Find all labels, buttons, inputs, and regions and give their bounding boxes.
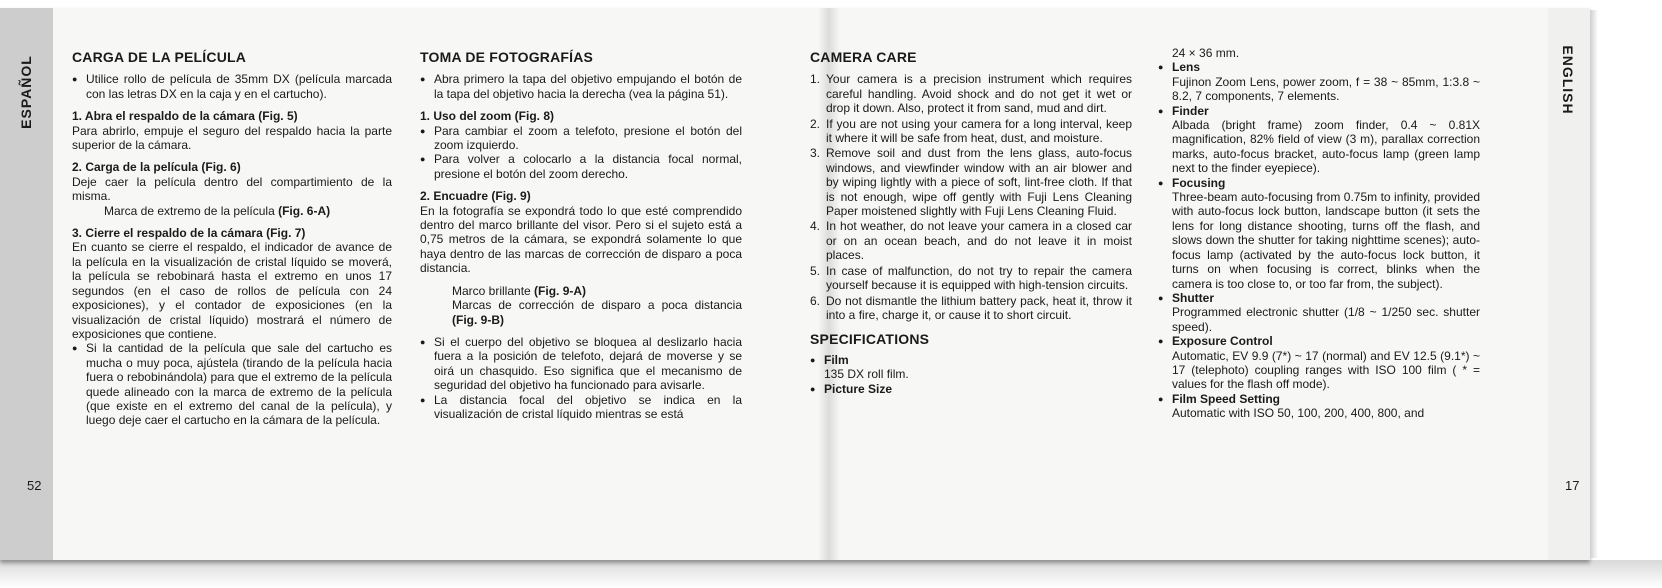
care-item: 4. In hot weather, do not leave your camera in a closed car or on an ocean beach, and do not leave it in moist places.	[810, 219, 1132, 263]
spec-value: Automatic, EV 9.9 (7*) ~ 17 (normal) and EV 12.5 (9.1*) ~ 17 (telephoto) coupling ranges with ISO 100 film ( * = values for the flash off mode).	[1172, 348, 1480, 392]
spec-finder	[1158, 104, 1480, 176]
toma-step2-text: En la fotografía se expondrá todo lo que esté comprendido dentro del marco brillante del visor. Pero si el sujeto está a 0,75 metros de la cámara, se expondrá solamente lo que haya dentro de las marcas de corrección de disparo a poca distancia.	[420, 203, 742, 276]
toma-captions	[420, 284, 742, 327]
carga-step2-title: 2. Carga de la película (Fig. 6)	[72, 160, 241, 175]
column-camera-care	[810, 50, 1132, 396]
page-edge	[1590, 10, 1598, 558]
page-number-right: 17	[1565, 478, 1580, 493]
language-label-english: ENGLISH	[1560, 45, 1576, 115]
care-list	[810, 72, 1132, 322]
spec-exposure	[1158, 334, 1480, 392]
toma-intro-list	[420, 72, 742, 101]
language-label-espanol: ESPAÑOL	[18, 55, 34, 129]
spec-label: Finder	[1172, 103, 1209, 118]
care-item-text: Do not dismantle the lithium battery pack, heat it, throw it into a fire, charge it, or cause it to short circuit.	[826, 293, 1132, 322]
page-shadow	[0, 560, 1662, 588]
toma-note1: ● Si el cuerpo del objetivo se bloquea al deslizarlo hacia fuera a la posición de telefoto, dejará de moverse y se oirá un chasquido. Eso significa que el mecanismo de seguridad del objetivo ha funcionado para avisarle.	[420, 335, 742, 393]
spec-picture-size	[810, 382, 1132, 396]
caption-text: Marca de extremo de la película	[104, 203, 275, 218]
toma-notes-list	[420, 335, 742, 421]
column-specs	[1158, 46, 1480, 421]
specs-list-start	[810, 353, 1132, 396]
spec-value: 135 DX roll film.	[824, 367, 909, 382]
column-carga	[72, 50, 392, 428]
caption-fig: (Fig. 9-B)	[452, 312, 504, 327]
care-item-text: Your camera is a precision instrument which requires careful handling. Avoid shock and do not get it wet or drop it down. Also, protect it from sand, mud and dirt.	[826, 72, 1132, 116]
toma-step1-bullet2: ● Para volver a colocarlo a la distancia focal normal, presione el botón del zoom derecho.	[420, 152, 742, 181]
caption-text: Marcas de corrección de disparo a poca distancia	[452, 298, 742, 313]
caption-fig: (Fig. 6-A)	[278, 203, 331, 218]
spec-label: Focusing	[1172, 175, 1226, 190]
carga-step2-caption	[72, 204, 392, 218]
spec-value: Automatic with ISO 50, 100, 200, 400, 800, and	[1172, 406, 1425, 421]
toma-step1-list	[420, 124, 742, 182]
spec-label: Picture Size	[824, 381, 893, 396]
section-title-specs: SPECIFICATIONS	[810, 331, 930, 348]
section-title-carga: CARGA DE LA PELÍCULA	[72, 49, 247, 65]
spec-film	[810, 353, 1132, 382]
care-item: 2. If you are not using your camera for a long interval, keep it where it will be safe from heat, dust, and moisture.	[810, 116, 1132, 146]
carga-step1-title: 1. Abra el respaldo de la cámara (Fig. 5)	[72, 109, 298, 124]
spec-value: Albada (bright frame) zoom finder, 0.4 ~ 0.81X magnification, 82% field of view (3 m), parallax correction marks, auto-focus bracket, auto-focus lamp (green lamp next to the finder eyepiece).	[1172, 118, 1480, 176]
carga-step1-text: Para abrirlo, empuje el seguro del respaldo hacia la parte superior de la cámara.	[72, 123, 392, 153]
care-item: 3. Remove soil and dust from the lens glass, auto-focus windows, and viewfinder window with an air blower and by wiping lightly with a piece of soft, lint-free cloth. If that is not enough, wipe off gently with Fuji Lens Cleaning Paper moistened slightly with Fuji Lens Cleaning Fluid.	[810, 146, 1132, 219]
carga-step3-text: En cuanto se cierre el respaldo, el indicador de avance de la película en la visualización de cristal líquido se moverá, la película se rebobinará hasta el extremo en unos 17 segundos (en el caso de rollos de película con 24 exposiciones), y el contador de exposiciones (en la visualización de cristal líquido) mostrará el número de exposiciones que contiene.	[72, 240, 392, 341]
care-item: 6. Do not dismantle the lithium battery pack, heat it, throw it into a fire, charge it, or cause it to short circuit.	[810, 293, 1132, 322]
toma-step1-bullet1: ● Para cambiar el zoom a telefoto, presione el botón del zoom izquierdo.	[420, 124, 742, 153]
toma-intro: ● Abra primero la tapa del objetivo empujando el botón de la tapa del objetivo hacia la derecha (vea la página 51).	[420, 72, 742, 101]
spec-film-speed	[1158, 392, 1480, 421]
spec-lens	[1158, 60, 1480, 103]
section-title-care: CAMERA CARE	[810, 49, 917, 65]
care-item-text: In case of malfunction, do not try to repair the camera yourself because it is equipped with high-tension circuits.	[826, 263, 1132, 293]
spec-value: Three-beam auto-focusing from 0.75m to infinity, provided with auto-focus lock button, landscape button (it sets the lens for long distance shooting, turns off the flash, and slows down the shutter for taking nighttime scenes); auto-focus lamp (activated by the auto-focus lock button, it turns on when focusing is correct, blinks when the camera is too close to, or too far from, the subject).	[1172, 190, 1480, 291]
carga-intro: ● Utilice rollo de película de 35mm DX (película marcada con las letras DX en la caja y en el cartucho).	[72, 72, 392, 101]
care-item-text: If you are not using your camera for a long interval, keep it where it will be safe from heat, dust, and moisture.	[826, 116, 1132, 146]
spec-value: Programmed electronic shutter (1/8 ~ 1/250 sec. shutter speed).	[1172, 305, 1480, 334]
caption-fig: (Fig. 9-A)	[534, 283, 587, 298]
column-toma	[420, 50, 742, 421]
caption-text: Marco brillante	[452, 283, 531, 298]
spec-label: Shutter	[1172, 290, 1214, 305]
specs-list	[1158, 60, 1480, 420]
care-item-text: In hot weather, do not leave your camera in a closed car or on an ocean beach, and do not leave it in moist places.	[826, 219, 1132, 263]
toma-caption1	[452, 284, 742, 298]
carga-step3-title: 3. Cierre el respaldo de la cámara (Fig. 7)	[72, 226, 306, 241]
carga-step2-text: Deje caer la película dentro del compartimiento de la misma.	[72, 174, 392, 204]
spec-label: Exposure Control	[1172, 334, 1273, 349]
spec-label: Lens	[1172, 60, 1201, 75]
carga-step3-bullet: ● Si la cantidad de la película que sale del cartucho es mucha o muy poca, ajústela (tirando de la película hacia fuera o rebobinándola) para que el extremo de la película quede alineado con la marca de extremo de la película (que existe en el extremo del canal de la película), y luego deje caer el cartucho en la cámara de la película.	[72, 341, 392, 427]
carga-step3-list	[72, 341, 392, 427]
spec-label: Film Speed Setting	[1172, 391, 1281, 406]
toma-caption2	[452, 298, 742, 327]
care-item: 5. In case of malfunction, do not try to repair the camera yourself because it is equipped with high-tension circuits.	[810, 263, 1132, 293]
spec-label: Film	[824, 352, 849, 367]
spec-picture-size-value: 24 × 36 mm.	[1172, 46, 1240, 60]
carga-intro-list	[72, 72, 392, 101]
spec-value: Fujinon Zoom Lens, power zoom, f = 38 ~ 85mm, 1:3.8 ~ 8.2, 7 components, 7 elements.	[1172, 74, 1480, 104]
spec-focusing	[1158, 176, 1480, 291]
page-number-left: 52	[27, 478, 42, 493]
care-item-text: Remove soil and dust from the lens glass, auto-focus windows, and viewfinder window with an air blower and by wiping lightly with a piece of soft, lint-free cloth. If that is not enough, wipe off gently with Fuji Lens Cleaning Paper moistened slightly with Fuji Lens Cleaning Fluid.	[826, 146, 1132, 219]
toma-step2-title: 2. Encuadre (Fig. 9)	[420, 189, 531, 204]
care-item: 1. Your camera is a precision instrument which requires careful handling. Avoid shock and do not get it wet or drop it down. Also, protect it from sand, mud and dirt.	[810, 72, 1132, 116]
spec-shutter	[1158, 291, 1480, 334]
toma-note2: ● La distancia focal del objetivo se indica en la visualización de cristal líquido mientras se está	[420, 393, 742, 422]
toma-step1-title: 1. Uso del zoom (Fig. 8)	[420, 109, 555, 124]
section-title-toma: TOMA DE FOTOGRAFÍAS	[420, 49, 594, 65]
